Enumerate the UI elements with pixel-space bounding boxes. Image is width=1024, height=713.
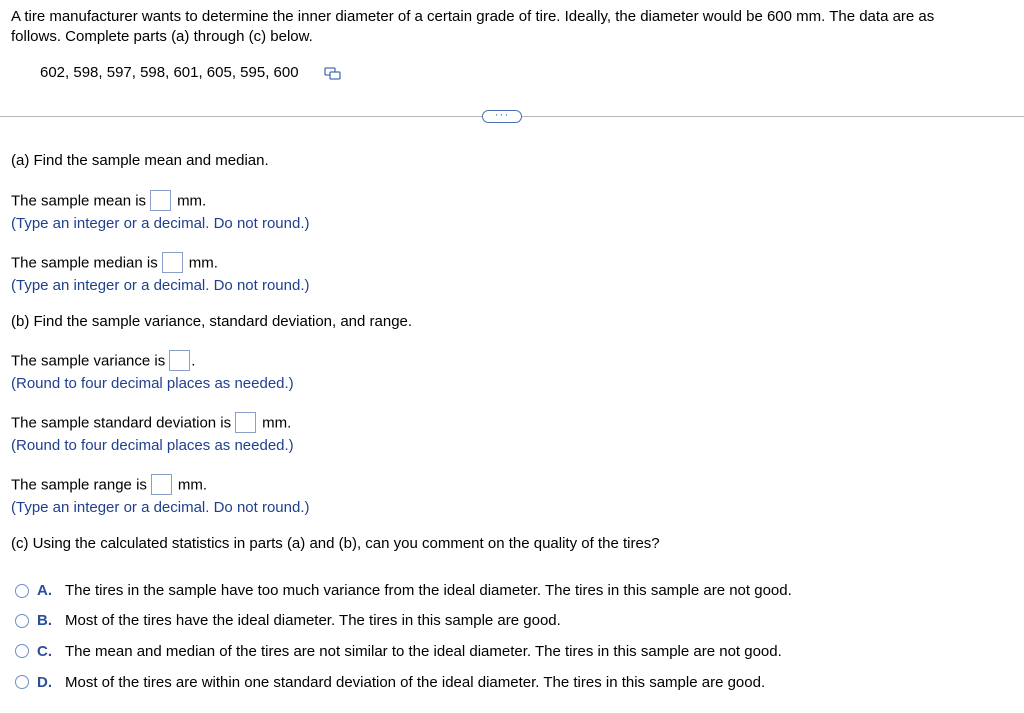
option-c-letter: C. <box>37 643 52 660</box>
variance-hint: (Round to four decimal places as needed.) <box>11 375 294 392</box>
option-b-letter: B. <box>37 612 52 629</box>
median-row <box>11 253 218 274</box>
variance-input[interactable] <box>169 350 190 371</box>
part-c-heading: (c) Using the calculated statistics in parts (a) and (b), can you comment on the quality of the tires? <box>11 535 660 552</box>
option-c-radio[interactable] <box>15 644 29 658</box>
range-hint: (Type an integer or a decimal. Do not round.) <box>11 499 310 516</box>
median-unit: mm. <box>188 254 218 272</box>
median-hint: (Type an integer or a decimal. Do not round.) <box>11 277 310 294</box>
copy-data-icon[interactable] <box>324 66 342 80</box>
option-a-radio[interactable] <box>15 584 29 598</box>
sd-label: The sample standard deviation is <box>11 414 232 432</box>
option-d-radio[interactable] <box>15 675 29 689</box>
variance-period: . <box>191 352 196 370</box>
option-a-text: The tires in the sample have too much variance from the ideal diameter. The tires in this sample are not good. <box>65 582 792 599</box>
option-c-text: The mean and median of the tires are not similar to the ideal diameter. The tires in this sample are not good. <box>65 643 782 660</box>
sd-unit: mm. <box>262 414 292 432</box>
mean-hint: (Type an integer or a decimal. Do not round.) <box>11 215 310 232</box>
median-input[interactable] <box>162 252 183 273</box>
option-d-letter: D. <box>37 674 52 691</box>
option-d-text: Most of the tires are within one standard deviation of the ideal diameter. The tires in this sample are good. <box>65 674 766 691</box>
variance-label: The sample variance is <box>11 352 166 370</box>
median-label: The sample median is <box>11 254 158 272</box>
sd-row <box>11 413 291 434</box>
range-row <box>11 475 207 496</box>
data-values: 602, 598, 597, 598, 601, 605, 595, 600 <box>40 64 299 81</box>
sd-hint: (Round to four decimal places as needed.) <box>11 437 294 454</box>
expand-more-button[interactable]: ··· <box>482 110 522 123</box>
option-b-text: Most of the tires have the ideal diameter. The tires in this sample are good. <box>65 612 561 629</box>
option-b-radio[interactable] <box>15 614 29 628</box>
variance-row <box>11 351 195 372</box>
mean-unit: mm. <box>177 192 207 210</box>
range-unit: mm. <box>177 476 208 494</box>
part-a-heading: (a) Find the sample mean and median. <box>11 152 269 169</box>
sd-input[interactable] <box>235 412 256 433</box>
question-intro-line1: A tire manufacturer wants to determine the inner diameter of a certain grade of tire. Ideally, the diameter would be 600 mm. The data are as <box>11 8 935 25</box>
mean-input[interactable] <box>150 190 171 211</box>
mean-row <box>11 191 206 212</box>
mean-label: The sample mean is <box>11 192 147 210</box>
range-input[interactable] <box>151 474 172 495</box>
question-intro-line2: follows. Complete parts (a) through (c) below. <box>11 28 313 45</box>
part-b-heading: (b) Find the sample variance, standard deviation, and range. <box>11 313 413 330</box>
range-label: The sample range is <box>11 476 147 494</box>
option-a-letter: A. <box>37 582 52 599</box>
